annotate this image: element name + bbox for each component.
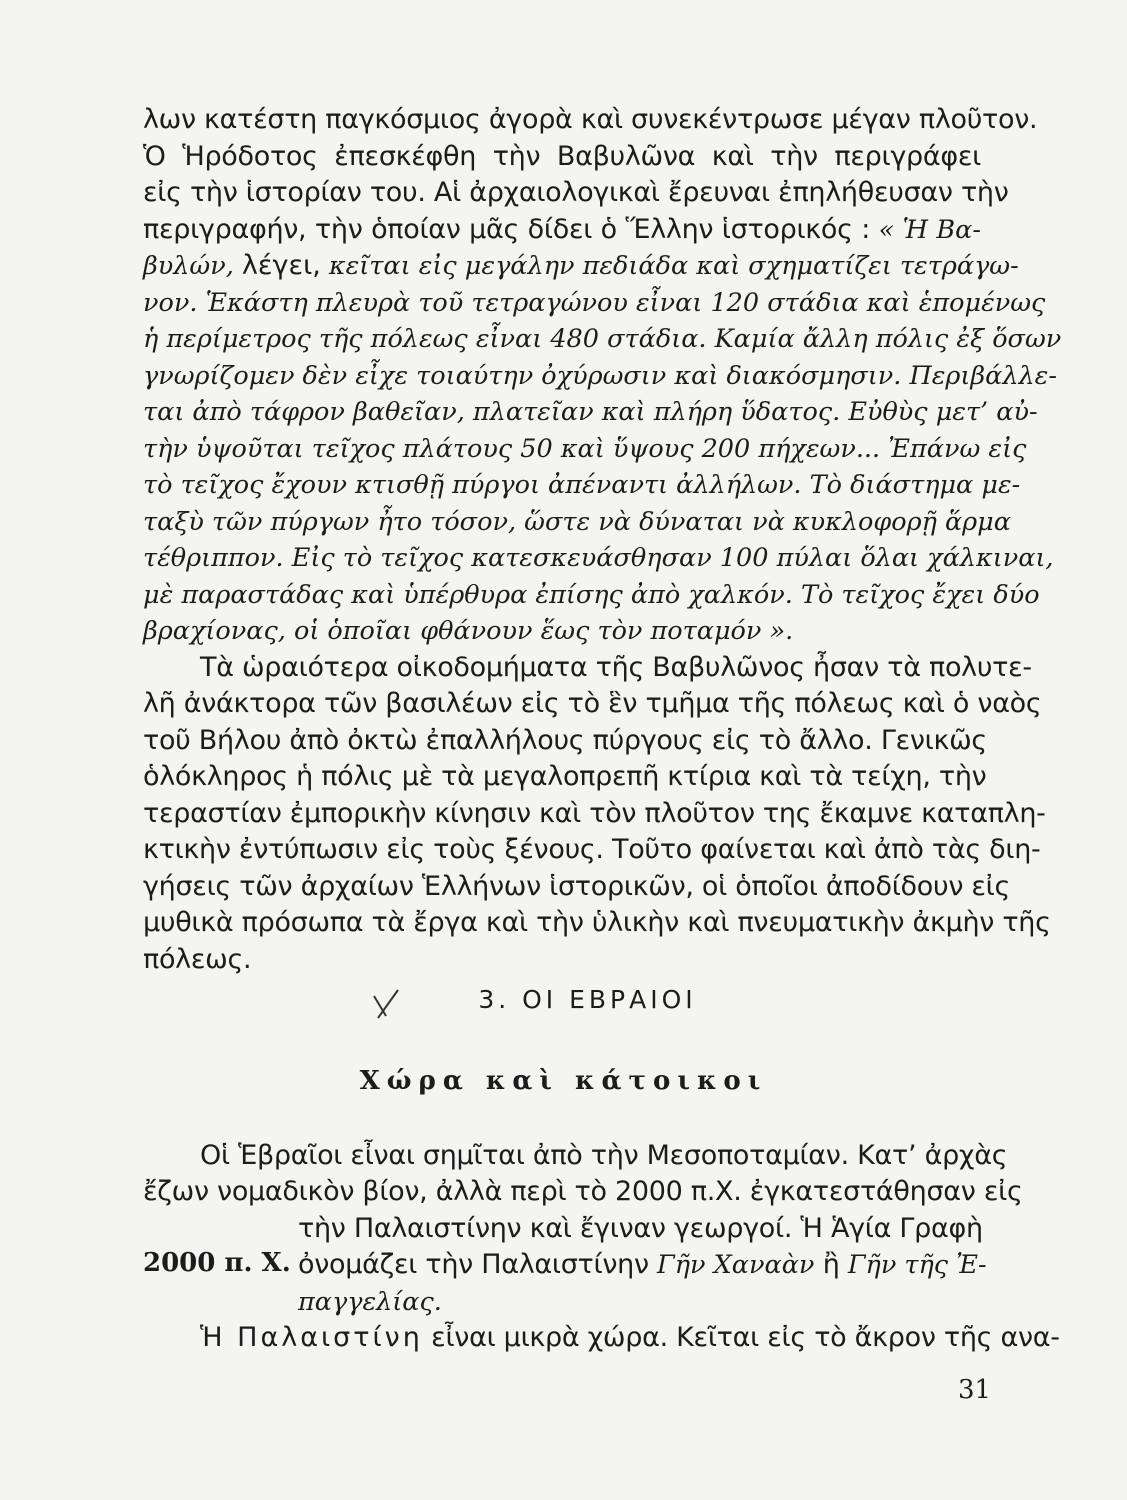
text-line: εἰς τὴν ἱστορίαν του. Αἱ ἀρχαιολογικαὶ ἔρευναι ἐπηλήθευσαν τὴν	[143, 177, 1009, 208]
text-line: παγγελίας.	[298, 1287, 442, 1317]
text-line	[143, 213, 981, 247]
text-span-italic: Γῆν Χαναὰν	[657, 1250, 815, 1280]
text-line: γνωρίζομεν δὲν εἶχε τοιαύτην ὀχύρωσιν καὶ διακόσμησιν. Περιβάλλε-	[143, 361, 1057, 391]
text-line: γήσεις τῶν ἀρχαίων Ἑλλήνων ἱστορικῶν, οἱ ὁποῖοι ἀποδίδουν εἰς	[143, 871, 1011, 902]
text-line: τὴν Παλαιστίνην καὶ ἔγιναν γεωργοί. Ἡ Ἁγία Γραφὴ	[298, 1213, 983, 1244]
text-line: τοῦ Βήλου ἀπὸ ὀκτὼ ἐπαλλήλους πύργους εἰς τὸ ἄλλο. Γενικῶς	[143, 725, 987, 756]
text-line: λῆ ἀνάκτορα τῶν βασιλέων εἰς τὸ ἓν τμῆμα τῆς πόλεως καὶ ὁ ναὸς	[143, 688, 1042, 719]
text-line: ἡ περίμετρος τῆς πόλεως εἶναι 480 στάδια. Καμία ἄλλη πόλις ἐξ ὅσων	[143, 324, 1062, 354]
text-line: Οἱ Ἑβραῖοι εἶναι σημῖται ἀπὸ τὴν Μεσοποταμίαν. Κατ’ ἀρχὰς	[200, 1140, 1008, 1171]
page-number: 31	[958, 1375, 992, 1405]
text-span: περιγραφήν, τὴν ὁποίαν μᾶς δίδει ὁ Ἕλλην ἱστορικός :	[143, 214, 871, 245]
margin-date-note: 2000 π. Χ.	[143, 1248, 291, 1278]
text-span: ἢ	[822, 1249, 840, 1280]
text-span: ὀνομάζει τὴν Παλαιστίνην	[298, 1249, 649, 1280]
text-line: ἔζων νομαδικὸν βίον, ἀλλὰ περὶ τὸ 2000 π.Χ. ἐγκατεστάθησαν εἰς	[143, 1176, 1023, 1207]
text-line: ταξὺ τῶν πύργων ἦτο τόσον, ὥστε νὰ δύναται νὰ κυκλοφορῇ ἅρμα	[143, 507, 1011, 537]
text-span: λέγει,	[241, 250, 321, 281]
quote-italic: « Ἡ Βα-	[878, 215, 981, 245]
text-line: νον. Ἑκάστη πλευρὰ τοῦ τετραγώνου εἶναι 120 στάδια καὶ ἑπομένως	[143, 288, 1046, 318]
subheading: Χώρα καὶ κάτοικοι	[359, 1066, 768, 1096]
text-line: βραχίονας, οἱ ὁποῖαι φθάνουν ἕως τὸν ποταμόν ».	[143, 616, 794, 646]
text-span: κεῖται εἰς μεγάλην πεδιάδα καὶ σχηματίζει τετράγω-	[328, 251, 1019, 281]
text-line: μυθικὰ πρόσωπα τὰ ἔργα καὶ τὴν ὑλικὴν καὶ πνευματικὴν ἀκμὴν τῆς	[143, 907, 1051, 938]
text-line	[298, 1248, 987, 1282]
text-line: Τὰ ὡραιότερα οἰκοδομήματα τῆς Βαβυλῶνος ἦσαν τὰ πολυτε-	[200, 652, 1032, 683]
spaced-word: Ἡ Παλαιστίνη	[200, 1322, 423, 1353]
text-span: εἶναι μικρὰ χώρα. Κεῖται εἰς τὸ ἄκρον τῆς ανα-	[431, 1322, 1060, 1353]
text-line: ται ἀπὸ τάφρον βαθεῖαν, πλατεῖαν καὶ πλήρη ὕδατος. Εὐθὺς μετ’ αὐ-	[143, 397, 1038, 427]
section-heading: 3. ΟΙ ΕΒΡΑΙΟΙ	[478, 985, 697, 1014]
text-line: λων κατέστη παγκόσμιος ἀγορὰ καὶ συνεκέντρωσε μέγαν πλοῦτον.	[143, 104, 1038, 135]
text-line: τὴν ὑψοῦται τεῖχος πλάτους 50 καὶ ὕψους 200 πήχεων... Ἐπάνω εἰς	[143, 434, 1027, 464]
text-line: τὸ τεῖχος ἔχουν κτισθῇ πύργοι ἀπέναντι ἀλλήλων. Τὸ διάστημα με-	[143, 470, 1021, 500]
text-line	[200, 1321, 1060, 1355]
text-line: Ὁ Ἡρόδοτος ἐπεσκέφθη τὴν Βαβυλῶνα καὶ τὴν περιγράφει	[143, 141, 981, 172]
text-line	[143, 249, 1019, 283]
text-line: μὲ παραστάδας καὶ ὑπέρθυρα ἐπίσης ἀπὸ χαλκόν. Τὸ τεῖχος ἔχει δύο	[143, 580, 1040, 610]
text-line: ὁλόκληρος ἡ πόλις μὲ τὰ μεγαλοπρεπῆ κτίρια καὶ τὰ τείχη, τὴν	[143, 761, 987, 792]
text-line: τέθριππον. Εἰς τὸ τεῖχος κατεσκευάσθησαν 100 πύλαι ὅλαι χάλκιναι,	[143, 543, 1054, 573]
text-line: τεραστίαν ἐμπορικὴν κίνησιν καὶ τὸν πλοῦτον της ἔκαμνε καταπλη-	[143, 798, 1046, 829]
text-span-italic: Γῆν τῆς Ἐ-	[847, 1250, 987, 1280]
text-line: κτικὴν ἐντύπωσιν εἰς τοὺς ξένους. Τοῦτο φαίνεται καὶ ἀπὸ τὰς διη-	[143, 834, 1041, 865]
text-line: πόλεως.	[143, 944, 252, 975]
text-span: βυλών,	[143, 251, 234, 281]
